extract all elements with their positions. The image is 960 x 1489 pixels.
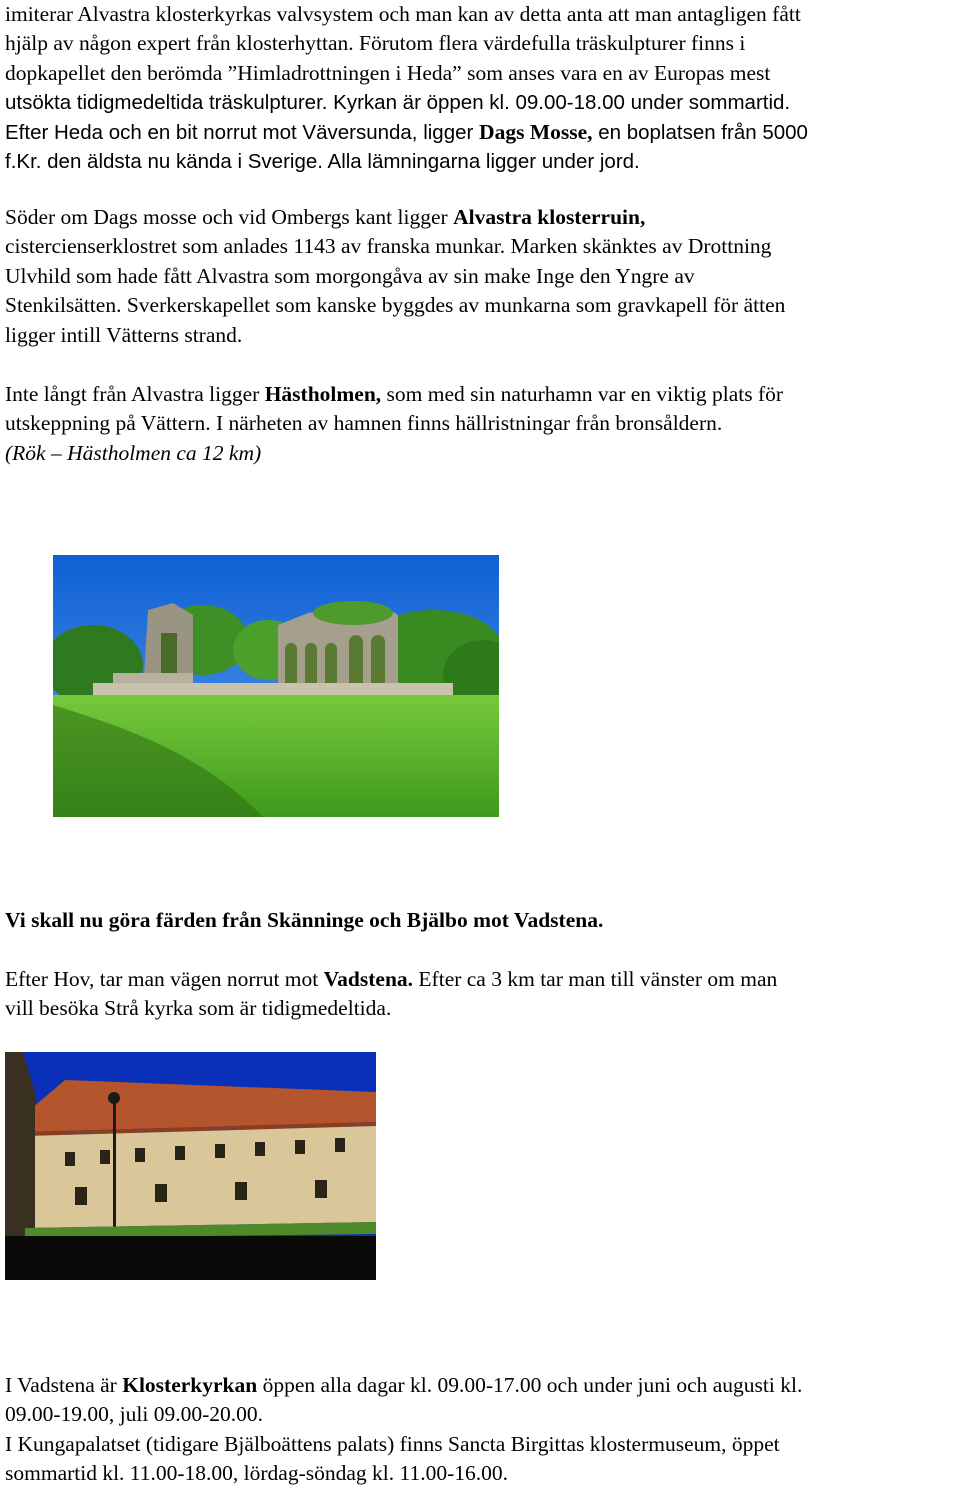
text-line: ligger intill Vätterns strand. xyxy=(5,322,243,347)
text-line: 09.00-19.00, juli 09.00-20.00. xyxy=(5,1402,263,1427)
text-line: cistercienserklostret som anlades 1143 av franska munkar. Marken skänktes av Drottning xyxy=(5,234,772,259)
text-line: Söder om Dags mosse och vid Ombergs kant ligger Alvastra klosterruin, xyxy=(5,205,646,229)
text-line: utsökta tidigmedeltida träskulpturer. Kyrkan är öppen kl. 09.00-18.00 under sommartid. xyxy=(5,91,791,115)
place-klosterkyrkan: Klosterkyrkan xyxy=(122,1373,258,1397)
text-line: Inte långt från Alvastra ligger Hästholmen, som med sin naturhamn var en viktig plats för xyxy=(5,382,784,406)
place-alvastra-klosterruin: Alvastra klosterruin, xyxy=(453,205,646,229)
section-heading xyxy=(5,906,957,935)
alvastra-ruin-photo xyxy=(53,555,499,817)
place-vadstena: Vadstena. xyxy=(323,967,414,991)
text-line: hjälp av någon expert från klosterhyttan. Förutom flera värdefulla träskulpturer finns i xyxy=(5,31,746,56)
text-line: imiterar Alvastra klosterkyrkas valvsystem och man kan av detta anta att man antagligen fått xyxy=(5,2,801,26)
vadstena-building-photo xyxy=(5,1052,376,1280)
text-line: Ulvhild som hade fått Alvastra som morgongåva av sin make Inge den Yngre av xyxy=(5,263,695,288)
heading-vadstena: Vi skall nu göra färden från Skänninge och Bjälbo mot Vadstena. xyxy=(5,908,604,932)
text-line: vill besöka Strå kyrka som är tidigmedeltida. xyxy=(5,996,392,1021)
paragraph-heda xyxy=(5,0,957,176)
text-line: Stenkilsätten. Sverkerskapellet som kanske byggdes av munkarna som gravkapell för ätten xyxy=(5,293,786,318)
text-line: sommartid kl. 11.00-18.00, lördag-söndag kl. 11.00-16.00. xyxy=(5,1461,509,1486)
paragraph-alvastra xyxy=(5,203,957,350)
distance-note: (Rök – Hästholmen ca 12 km) xyxy=(5,440,262,465)
paragraph-vadstena-hours xyxy=(5,1371,957,1489)
text-line: I Kungapalatset (tidigare Bjälboättens palats) finns Sancta Birgittas klostermuseum, öppet xyxy=(5,1431,780,1456)
text-line xyxy=(5,439,957,468)
text-line: Efter Heda och en bit norrut mot Väversunda, ligger Dags Mosse, en boplatsen från 5000 xyxy=(5,119,808,144)
paragraph-hastholmen xyxy=(5,380,957,468)
text-line: f.Kr. den äldsta nu kända i Sverige. Alla lämningarna ligger under jord. xyxy=(5,150,640,174)
text-line: I Vadstena är Klosterkyrkan öppen alla dagar kl. 09.00-17.00 och under juni och augusti kl. xyxy=(5,1373,803,1397)
text-line: Efter Hov, tar man vägen norrut mot Vadstena. Efter ca 3 km tar man till vänster om man xyxy=(5,967,778,991)
place-dags-mosse: Dags Mosse, xyxy=(479,119,593,144)
text-line: dopkapellet den berömda ”Himladrottningen i Heda” som anses vara en av Europas mest xyxy=(5,60,771,85)
text-line: utskeppning på Vättern. I närheten av hamnen finns hällristningar från bronsåldern. xyxy=(5,411,723,436)
paragraph-hov xyxy=(5,965,957,1024)
place-hastholmen: Hästholmen, xyxy=(264,382,382,406)
